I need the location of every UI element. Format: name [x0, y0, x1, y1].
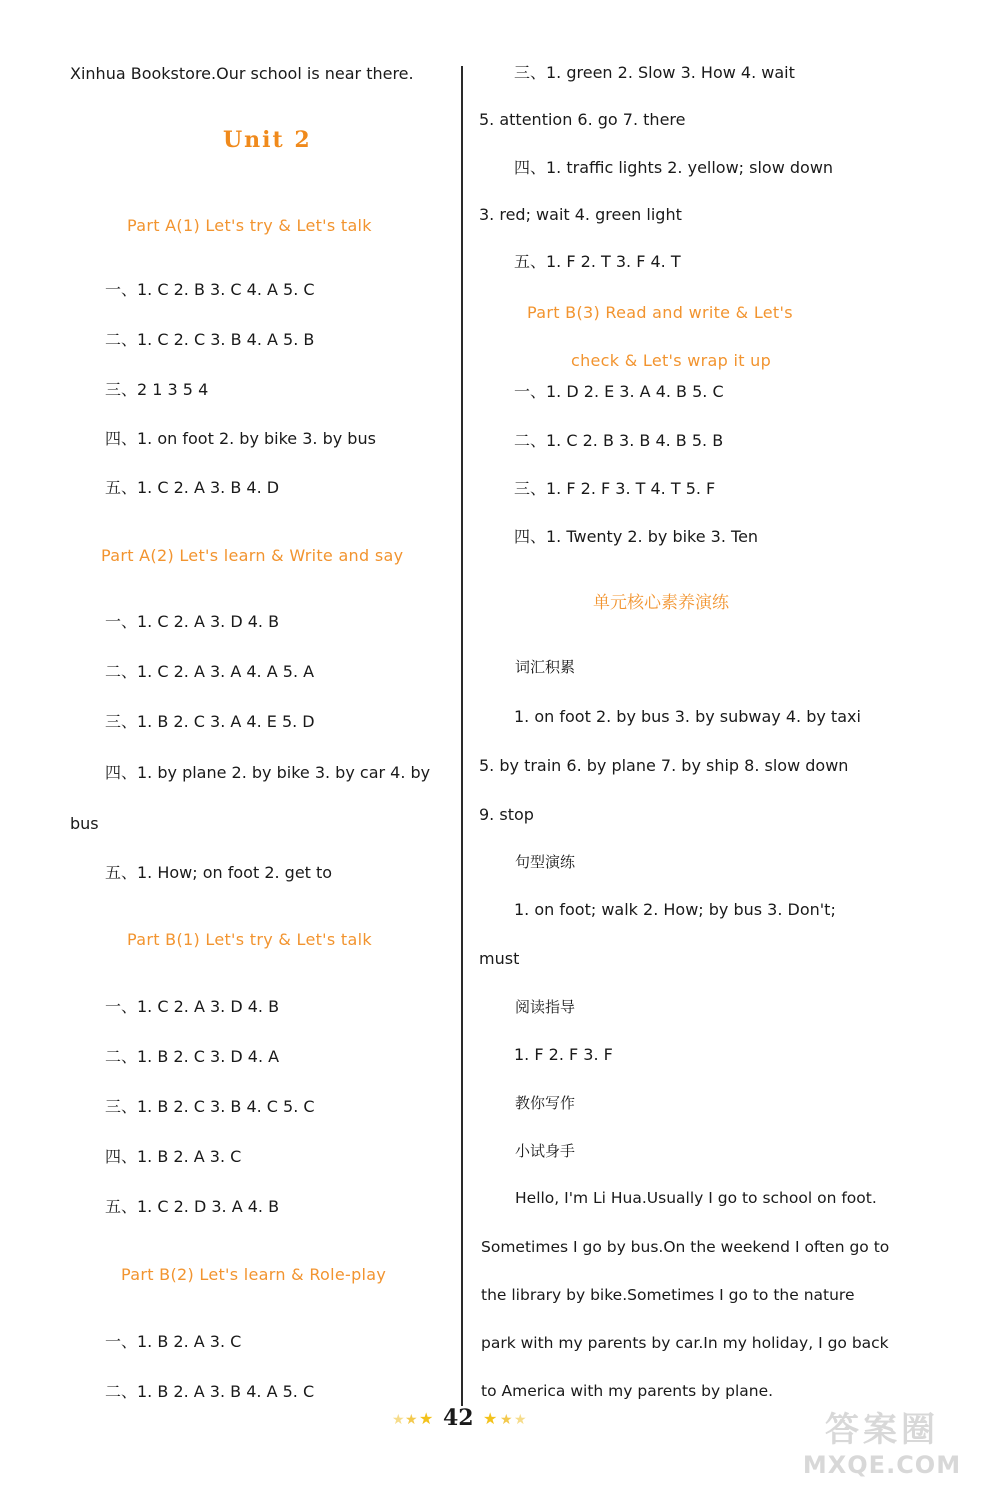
- part-b2-title: Part B(2) Let's learn & Role-play: [121, 1265, 387, 1284]
- star-icon: ★: [483, 1409, 498, 1428]
- part-b3-title: Part B(3) Read and write & Let's: [527, 303, 793, 322]
- answer-line: 1. on foot; walk 2. How; by bus 3. Don't;: [514, 900, 836, 919]
- answer-line: 一、1. C 2. A 3. D 4. B: [105, 997, 280, 1016]
- essay-line: Sometimes I go by bus.On the weekend I often go to: [481, 1238, 890, 1256]
- essay-line: to America with my parents by plane.: [481, 1382, 774, 1400]
- answer-line: 1. F 2. F 3. F: [514, 1045, 613, 1064]
- answer-line: 三、1. B 2. C 3. A 4. E 5. D: [105, 712, 315, 731]
- answer-line: 二、1. B 2. A 3. B 4. A 5. C: [105, 1382, 315, 1401]
- answer-line: 四、1. B 2. A 3. C: [105, 1147, 242, 1166]
- essay-line: Hello, I'm Li Hua.Usually I go to school on foot.: [515, 1189, 877, 1207]
- answer-line: 一、1. C 2. B 3. C 4. A 5. C: [105, 280, 315, 299]
- answer-line: 四、1. by plane 2. by bike 3. by car 4. by: [105, 763, 431, 782]
- answer-line: 三、1. F 2. F 3. T 4. T 5. F: [514, 479, 716, 498]
- answer-line: 1. on foot 2. by bus 3. by subway 4. by taxi: [514, 707, 861, 726]
- answer-line: 5. by train 6. by plane 7. by ship 8. slow down: [479, 756, 849, 775]
- answer-line: 五、1. F 2. T 3. F 4. T: [514, 252, 681, 271]
- answer-line: 二、1. C 2. B 3. B 4. B 5. B: [514, 431, 724, 450]
- answer-line: must: [479, 949, 520, 968]
- answer-line: 四、1. on foot 2. by bike 3. by bus: [105, 429, 376, 448]
- essay-line: the library by bike.Sometimes I go to the nature: [481, 1286, 855, 1304]
- answer-line: 三、2 1 3 5 4: [105, 380, 209, 399]
- watermark: [772, 1410, 992, 1490]
- part-b3-title-cont: check & Let's wrap it up: [571, 351, 772, 370]
- answer-line: 一、1. B 2. A 3. C: [105, 1332, 242, 1351]
- watermark-logo-text: 答案圈: [825, 1410, 939, 1450]
- reading-label: 阅读指导: [515, 998, 576, 1016]
- vocab-label: 词汇积累: [515, 658, 576, 676]
- star-icon: ★: [405, 1412, 418, 1428]
- part-a1-title: Part A(1) Let's try & Let's talk: [127, 216, 372, 235]
- page-number: 42: [443, 1405, 474, 1431]
- star-icon: ★: [500, 1412, 513, 1428]
- answer-line: 五、1. C 2. A 3. B 4. D: [105, 478, 280, 497]
- answer-line: 3. red; wait 4. green light: [479, 205, 682, 224]
- unit-title: Unit 2: [223, 127, 312, 153]
- answer-line: 五、1. How; on foot 2. get to: [105, 863, 333, 882]
- answer-line: 9. stop: [479, 805, 534, 824]
- answer-line: 二、1. B 2. C 3. D 4. A: [105, 1047, 280, 1066]
- column-divider: [461, 66, 463, 1406]
- star-icon: ★: [419, 1409, 434, 1428]
- answer-line: 三、1. B 2. C 3. B 4. C 5. C: [105, 1097, 315, 1116]
- writing-label: 教你写作: [515, 1094, 576, 1112]
- answer-line: 五、1. C 2. D 3. A 4. B: [105, 1197, 280, 1216]
- part-b1-title: Part B(1) Let's try & Let's talk: [127, 930, 372, 949]
- answer-line: 二、1. C 2. C 3. B 4. A 5. B: [105, 330, 315, 349]
- answer-line: 二、1. C 2. A 3. A 4. A 5. A: [105, 662, 315, 681]
- answer-line: 一、1. C 2. A 3. D 4. B: [105, 612, 280, 631]
- answer-line: 四、1. Twenty 2. by bike 3. Ten: [514, 527, 759, 546]
- sentence-label: 句型演练: [515, 853, 576, 871]
- part-a2-title: Part A(2) Let's learn & Write and say: [101, 546, 404, 565]
- watermark-url: MXQE.COM: [802, 1451, 962, 1479]
- intro-line: Xinhua Bookstore.Our school is near there.: [70, 64, 414, 83]
- answer-line: 5. attention 6. go 7. there: [479, 110, 686, 129]
- try-label: 小试身手: [515, 1142, 576, 1160]
- core-section-title: 单元核心素养演练: [593, 593, 729, 613]
- star-icon: ★: [392, 1412, 405, 1428]
- answer-line: 四、1. traffic lights 2. yellow; slow down: [514, 158, 834, 177]
- answer-line: 三、1. green 2. Slow 3. How 4. wait: [514, 63, 795, 82]
- answer-line: 一、1. D 2. E 3. A 4. B 5. C: [514, 382, 724, 401]
- star-icon: ★: [514, 1412, 527, 1428]
- answer-line: bus: [70, 814, 99, 833]
- essay-line: park with my parents by car.In my holiday, I go back: [481, 1334, 889, 1352]
